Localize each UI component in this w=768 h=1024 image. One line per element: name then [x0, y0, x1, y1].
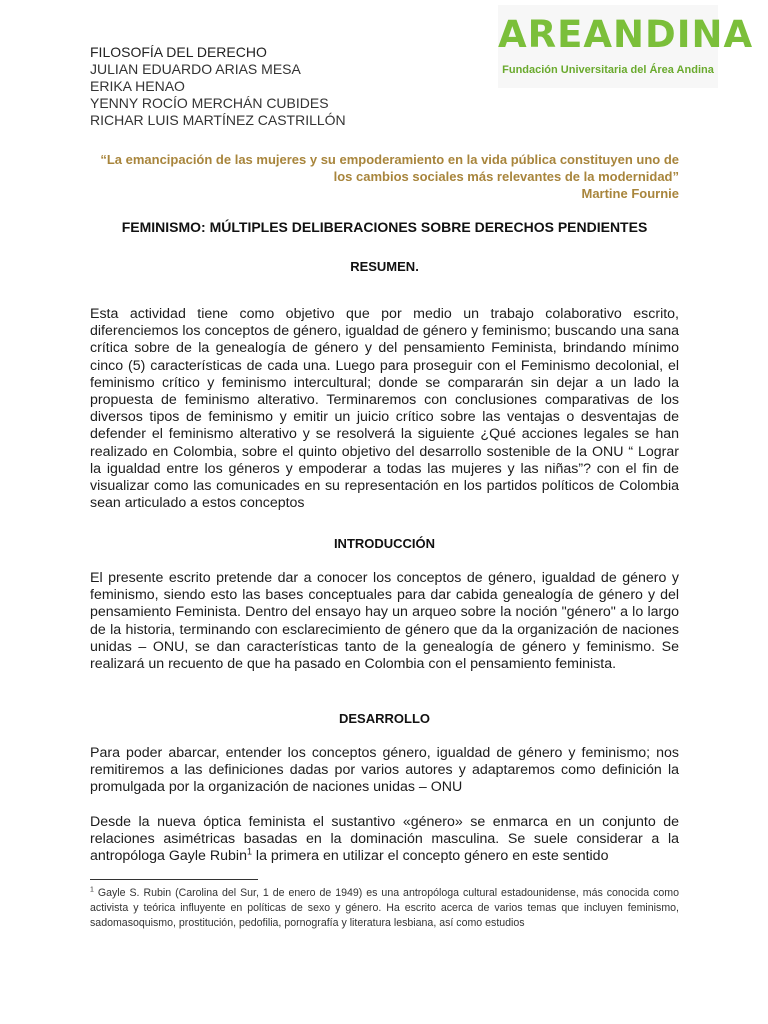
epigraph	[90, 151, 679, 202]
document-title: FEMINISMO: MÚLTIPLES DELIBERACIONES SOBRE DERECHOS PENDIENTES	[121, 219, 648, 235]
resumen-heading: RESUMEN.	[350, 259, 419, 274]
author-name: YENNY ROCÍO MERCHÁN CUBIDES	[90, 95, 329, 111]
epigraph-author: Martine Fournie	[581, 186, 679, 201]
header-block	[90, 44, 450, 129]
logo-subtitle: Fundación Universitaria del Área Andina	[502, 64, 714, 76]
introduccion-paragraph: El presente escrito pretende dar a conocer los conceptos de género, igualdad de género y feminismo, siendo esto las bases conceptuales para dar cabida genealogía de género y del pensamiento Feminista. Dentro del ensayo hay un arqueo sobre la noción "género" a lo largo de la historia, terminando con esclarecimiento de género que da la organización de naciones unidas – ONU, se dan características tanto de la genealogía de género y feminismo. Se realizará un recuento de que ha pasado en Colombia con el pensamiento feminista.	[90, 570, 679, 673]
author-name: ERIKA HENAO	[90, 78, 185, 94]
footnote-divider	[90, 879, 258, 880]
course-name: FILOSOFÍA DEL DERECHO	[90, 44, 267, 60]
paragraph-text: Desde la nueva óptica feminista el sustantivo «género» se enmarca en un conjunto de relaciones asimétricas basadas en la dominación masculina. Se suele considerar a la antropóloga Gayle Rubin	[90, 814, 679, 865]
author-name: RICHAR LUIS MARTÍNEZ CASTRILLÓN	[90, 112, 346, 128]
introduccion-heading: INTRODUCCIÓN	[333, 536, 436, 551]
paragraph-text: la primera en utilizar el concepto género en este sentido	[251, 848, 609, 865]
footnote-text: Gayle S. Rubin (Carolina del Sur, 1 de enero de 1949) es una antropóloga cultural estadounidense, más conocida como activista y teórica influyente en políticas de sexo y género. Ha escrito acerca de varios temas que incluyen feminismo, sadomasoquismo, prostitución, pedofilia, pornografía y literatura lesbiana, así como estudios	[90, 887, 679, 929]
epigraph-quote: “La emancipación de las mujeres y su empoderamiento en la vida pública constituyen uno de los cambios sociales más relevantes de la modernidad”	[100, 152, 679, 184]
areandina-logo	[498, 5, 754, 88]
author-name: JULIAN EDUARDO ARIAS MESA	[90, 61, 301, 77]
footnote	[90, 886, 679, 931]
resumen-paragraph: Esta actividad tiene como objetivo que por medio un trabajo colaborativo escrito, diferenciemos los conceptos de género, igualdad de género y feminismo; buscando una sana crítica sobre de la genealogía de género y del pensamiento Feminista, brindando mínimo cinco (5) características de cada una. Luego para proseguir con el Feminismo decolonial, el feminismo crítico y feminismo intercultural; donde se compararán sin dejar a un lado la propuesta de feminismo alterativo. Terminaremos con conclusiones comparativas de los diversos tipos de feminismo y emitir un juicio crítico sobre las ventajas o desventajas de defender el feminismo alterativo y se resolverá la siguiente ¿Qué acciones legales se han realizado en Colombia, sobre el quinto objetivo del desarrollo sostenible de la ONU “ Lograr la igualdad entre los géneros y empoderar a todas las mujeres y las niñas”? con el fin de visualizar como las comunicades en su representación en los partidos políticos de Colombia sean articulado a estos conceptos	[90, 306, 679, 512]
desarrollo-paragraph: Para poder abarcar, entender los conceptos género, igualdad de género y feminismo; nos remitiremos a las definiciones dadas por varios autores y adaptaremos como definición la promulgada por la organización de naciones unidas – ONU	[90, 745, 679, 796]
desarrollo-heading: DESARROLLO	[339, 711, 430, 726]
logo-wordmark: AREANDINA	[498, 13, 754, 56]
footnote-reference[interactable]: 1	[246, 846, 252, 857]
footnote-marker: 1	[90, 886, 94, 894]
desarrollo-paragraph	[90, 814, 679, 866]
